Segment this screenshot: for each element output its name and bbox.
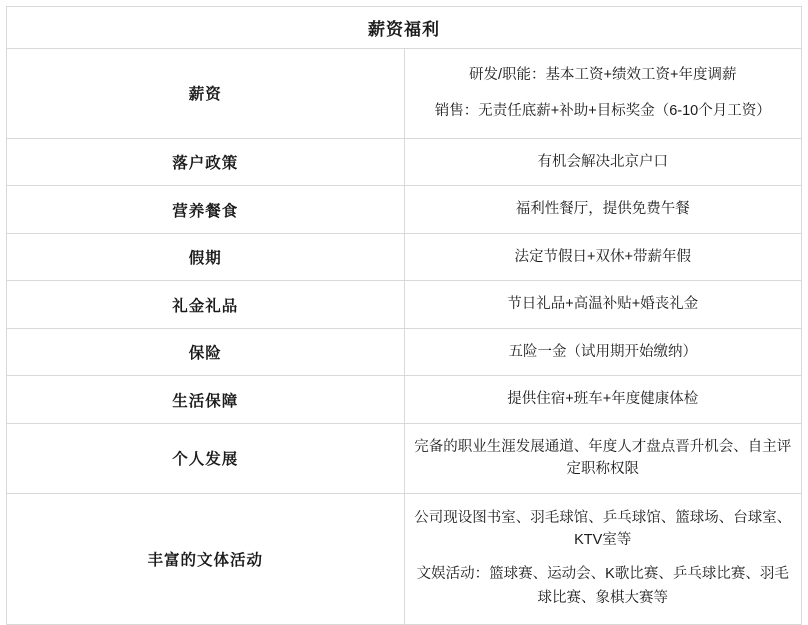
table-row xyxy=(7,328,802,375)
table-row xyxy=(7,233,802,280)
table-row xyxy=(7,376,802,423)
row-value-gifts xyxy=(404,281,802,328)
row-value-development xyxy=(404,423,802,493)
benefits-table-body xyxy=(7,7,802,625)
row-value-salary xyxy=(404,49,802,139)
row-value-line: 公司现设图书室、羽毛球馆、乒乓球馆、篮球场、台球室、KTV室等 xyxy=(414,509,792,549)
row-value-line: 完备的职业生涯发展通道、年度人才盘点晋升机会、自主评定职称权限 xyxy=(414,438,792,478)
table-row xyxy=(7,186,802,233)
row-value-meals xyxy=(404,186,802,233)
table-title: 薪资福利 xyxy=(7,7,802,49)
row-value-line: 研发/职能：基本工资+绩效工资+年度调薪 xyxy=(469,67,737,83)
table-row xyxy=(7,49,802,139)
row-value-line: 福利性餐厅，提供免费午餐 xyxy=(515,201,690,218)
row-label-insurance: 保险 xyxy=(7,328,405,375)
row-label-meals: 营养餐食 xyxy=(7,186,405,233)
row-value-hukou xyxy=(404,138,802,185)
table-row xyxy=(7,138,802,185)
row-value-living xyxy=(404,376,802,423)
row-value-line: 有机会解决北京户口 xyxy=(537,153,668,170)
row-label-development: 个人发展 xyxy=(7,423,405,493)
row-label-activities: 丰富的文体活动 xyxy=(7,493,405,624)
row-value-line: 五险一金（试用期开始缴纳） xyxy=(508,343,697,360)
row-value-line: 法定节假日+双休+带薪年假 xyxy=(514,248,691,265)
row-value-activities xyxy=(404,493,802,624)
row-value-line: 节日礼品+高温补贴+婚丧礼金 xyxy=(507,296,699,313)
row-label-salary: 薪资 xyxy=(7,49,405,139)
row-label-living: 生活保障 xyxy=(7,376,405,423)
table-row xyxy=(7,493,802,624)
table-row xyxy=(7,423,802,493)
row-value-insurance xyxy=(404,328,802,375)
row-label-hukou: 落户政策 xyxy=(7,138,405,185)
row-value-line: 提供住宿+班车+年度健康体检 xyxy=(507,391,699,408)
row-label-gifts: 礼金礼品 xyxy=(7,281,405,328)
row-value-line: 销售：无责任底薪+补助+目标奖金（6-10个月工资） xyxy=(434,103,771,120)
table-title-row xyxy=(7,7,802,49)
benefits-table xyxy=(6,6,802,625)
row-value-line: 文娱活动：篮球赛、运动会、K歌比赛、乒乓球比赛、羽毛球比赛、象棋大赛等 xyxy=(416,565,789,607)
row-value-holidays xyxy=(404,233,802,280)
row-label-holidays: 假期 xyxy=(7,233,405,280)
table-row xyxy=(7,281,802,328)
